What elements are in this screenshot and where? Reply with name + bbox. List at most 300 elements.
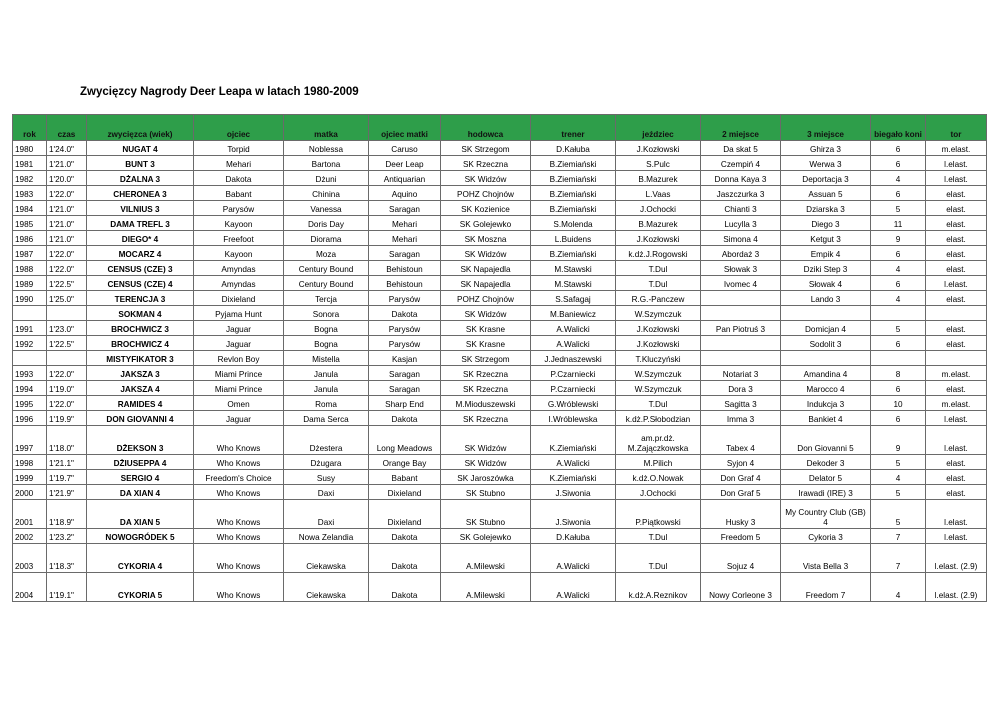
- cell-trener: J.Siwonia: [531, 500, 616, 529]
- cell-zwyciezca: SOKMAN 4: [87, 306, 194, 321]
- cell-tor: m.elast.: [926, 141, 987, 156]
- cell-2-miejsce: [701, 291, 781, 306]
- cell-zwyciezca: MISTYFIKATOR 3: [87, 351, 194, 366]
- cell-czas: 1'21.0": [47, 201, 87, 216]
- cell-3-miejsce: Freedom 7: [781, 573, 871, 602]
- cell-ojciec: Pyjama Hunt: [194, 306, 284, 321]
- table-row: [13, 573, 987, 602]
- cell-czas: 1'23.0": [47, 321, 87, 336]
- cell-biegalo-koni: 7: [871, 529, 926, 544]
- table-row: [13, 201, 987, 216]
- table-row: [13, 156, 987, 171]
- header-jezdziec: jeździec: [616, 115, 701, 141]
- cell-czas: 1'22.0": [47, 396, 87, 411]
- cell-matka: Ciekawska: [284, 573, 369, 602]
- cell-3-miejsce: Ghirza 3: [781, 141, 871, 156]
- cell-rok: 1981: [13, 156, 47, 171]
- cell-rok: 1993: [13, 366, 47, 381]
- cell-3-miejsce: [781, 306, 871, 321]
- cell-tor: l.elast.: [926, 276, 987, 291]
- cell-ojciec: Dakota: [194, 171, 284, 186]
- cell-zwyciezca: MOCARZ 4: [87, 246, 194, 261]
- cell-hodowca: SK Widzów: [441, 306, 531, 321]
- cell-matka: Ciekawska: [284, 544, 369, 573]
- cell-3-miejsce: Dekoder 3: [781, 455, 871, 470]
- cell-rok: 2004: [13, 573, 47, 602]
- cell-matka: Noblessa: [284, 141, 369, 156]
- cell-zwyciezca: DAMA TREFL 3: [87, 216, 194, 231]
- cell-matka: Dżestera: [284, 426, 369, 455]
- cell-matka: Roma: [284, 396, 369, 411]
- cell-matka: Tercja: [284, 291, 369, 306]
- cell-trener: M.Stawski: [531, 261, 616, 276]
- cell-zwyciezca: CENSUS (CZE) 3: [87, 261, 194, 276]
- cell-ojciec-matki: Parysów: [369, 321, 441, 336]
- cell-jezdziec: T.Dul: [616, 544, 701, 573]
- cell-matka: Daxi: [284, 485, 369, 500]
- cell-biegalo-koni: 4: [871, 171, 926, 186]
- cell-jezdziec: R.G.-Panczew: [616, 291, 701, 306]
- cell-jezdziec: J.Ochocki: [616, 485, 701, 500]
- cell-tor: elast.: [926, 291, 987, 306]
- header-2-miejsce: 2 miejsce: [701, 115, 781, 141]
- cell-czas: 1'18.3": [47, 544, 87, 573]
- cell-biegalo-koni: 4: [871, 573, 926, 602]
- cell-czas: 1'21.0": [47, 156, 87, 171]
- cell-zwyciezca: VILNIUS 3: [87, 201, 194, 216]
- cell-biegalo-koni: 6: [871, 246, 926, 261]
- cell-biegalo-koni: 4: [871, 261, 926, 276]
- cell-ojciec-matki: Behistoun: [369, 261, 441, 276]
- cell-2-miejsce: Sojuz 4: [701, 544, 781, 573]
- cell-3-miejsce: Don Giovanni 5: [781, 426, 871, 455]
- cell-ojciec: Omen: [194, 396, 284, 411]
- cell-zwyciezca: BROCHWICZ 3: [87, 321, 194, 336]
- cell-biegalo-koni: 9: [871, 426, 926, 455]
- table-row: [13, 336, 987, 351]
- table-row: [13, 500, 987, 529]
- cell-biegalo-koni: [871, 351, 926, 366]
- cell-2-miejsce: Chianti 3: [701, 201, 781, 216]
- cell-czas: 1'21.1": [47, 455, 87, 470]
- table-row: [13, 171, 987, 186]
- cell-jezdziec: W.Szymczuk: [616, 381, 701, 396]
- cell-hodowca: SK Strzegom: [441, 141, 531, 156]
- cell-tor: l.elast.: [926, 500, 987, 529]
- cell-tor: elast.: [926, 485, 987, 500]
- cell-ojciec-matki: Saragan: [369, 201, 441, 216]
- cell-tor: elast.: [926, 261, 987, 276]
- cell-ojciec: Revlon Boy: [194, 351, 284, 366]
- cell-jezdziec: k.dż.O.Nowak: [616, 470, 701, 485]
- cell-trener: S.Safagaj: [531, 291, 616, 306]
- cell-ojciec-matki: Dakota: [369, 544, 441, 573]
- cell-trener: A.Walicki: [531, 455, 616, 470]
- cell-ojciec-matki: Sharp End: [369, 396, 441, 411]
- cell-czas: 1'22.0": [47, 246, 87, 261]
- header-czas: czas: [47, 115, 87, 141]
- cell-biegalo-koni: 11: [871, 216, 926, 231]
- cell-hodowca: POHZ Chojnów: [441, 291, 531, 306]
- cell-ojciec-matki: Deer Leap: [369, 156, 441, 171]
- cell-trener: B.Ziemiański: [531, 186, 616, 201]
- cell-3-miejsce: Amandina 4: [781, 366, 871, 381]
- cell-rok: 1999: [13, 470, 47, 485]
- cell-biegalo-koni: 4: [871, 470, 926, 485]
- cell-3-miejsce: Cykoria 3: [781, 529, 871, 544]
- cell-czas: 1'19.1": [47, 573, 87, 602]
- cell-biegalo-koni: 5: [871, 455, 926, 470]
- cell-czas: 1'25.0": [47, 291, 87, 306]
- cell-hodowca: SK Golejewko: [441, 216, 531, 231]
- cell-rok: 1980: [13, 141, 47, 156]
- cell-ojciec: Kayoon: [194, 216, 284, 231]
- cell-ojciec: Dixieland: [194, 291, 284, 306]
- cell-jezdziec: B.Mazurek: [616, 216, 701, 231]
- cell-ojciec: Jaguar: [194, 411, 284, 426]
- cell-ojciec-matki: Saragan: [369, 246, 441, 261]
- cell-biegalo-koni: 5: [871, 500, 926, 529]
- cell-trener: B.Ziemiański: [531, 156, 616, 171]
- cell-trener: A.Walicki: [531, 544, 616, 573]
- cell-hodowca: SK Widzów: [441, 171, 531, 186]
- cell-ojciec: Who Knows: [194, 426, 284, 455]
- cell-tor: [926, 351, 987, 366]
- cell-ojciec: Who Knows: [194, 573, 284, 602]
- cell-ojciec: Amyndas: [194, 261, 284, 276]
- cell-rok: 1990: [13, 291, 47, 306]
- cell-tor: elast.: [926, 216, 987, 231]
- cell-jezdziec: P.Piątkowski: [616, 500, 701, 529]
- cell-2-miejsce: Simona 4: [701, 231, 781, 246]
- cell-hodowca: SK Widzów: [441, 246, 531, 261]
- table-row: [13, 306, 987, 321]
- cell-rok: 1992: [13, 336, 47, 351]
- cell-biegalo-koni: 6: [871, 141, 926, 156]
- cell-czas: [47, 351, 87, 366]
- cell-ojciec-matki: Long Meadows: [369, 426, 441, 455]
- cell-trener: A.Walicki: [531, 321, 616, 336]
- cell-ojciec: Torpid: [194, 141, 284, 156]
- cell-tor: elast.: [926, 455, 987, 470]
- cell-2-miejsce: Syjon 4: [701, 455, 781, 470]
- cell-ojciec-matki: Saragan: [369, 366, 441, 381]
- cell-czas: [47, 306, 87, 321]
- cell-2-miejsce: Freedom 5: [701, 529, 781, 544]
- cell-zwyciezca: CHERONEA 3: [87, 186, 194, 201]
- cell-tor: l.elast.: [926, 171, 987, 186]
- cell-ojciec: Miami Prince: [194, 366, 284, 381]
- cell-tor: l.elast. (2.9): [926, 544, 987, 573]
- cell-jezdziec: T.Kluczyński: [616, 351, 701, 366]
- cell-trener: B.Ziemiański: [531, 201, 616, 216]
- cell-hodowca: SK Krasne: [441, 321, 531, 336]
- table-row: [13, 470, 987, 485]
- cell-trener: S.Molenda: [531, 216, 616, 231]
- cell-trener: I.Wróblewska: [531, 411, 616, 426]
- cell-2-miejsce: Husky 3: [701, 500, 781, 529]
- cell-rok: 2003: [13, 544, 47, 573]
- cell-zwyciezca: JAKSZA 4: [87, 381, 194, 396]
- cell-jezdziec: W.Szymczuk: [616, 366, 701, 381]
- cell-zwyciezca: RAMIDES 4: [87, 396, 194, 411]
- cell-matka: Sonora: [284, 306, 369, 321]
- cell-ojciec: Who Knows: [194, 529, 284, 544]
- cell-2-miejsce: Czempiń 4: [701, 156, 781, 171]
- cell-jezdziec: T.Dul: [616, 261, 701, 276]
- cell-zwyciezca: SERGIO 4: [87, 470, 194, 485]
- cell-jezdziec: B.Mazurek: [616, 171, 701, 186]
- cell-trener: J.Siwonia: [531, 485, 616, 500]
- cell-matka: Dżugara: [284, 455, 369, 470]
- cell-ojciec-matki: Mehari: [369, 216, 441, 231]
- cell-tor: l.elast.: [926, 411, 987, 426]
- cell-czas: 1'21.0": [47, 216, 87, 231]
- cell-biegalo-koni: 6: [871, 381, 926, 396]
- cell-trener: J.Jednaszewski: [531, 351, 616, 366]
- cell-biegalo-koni: 6: [871, 156, 926, 171]
- cell-rok: 1989: [13, 276, 47, 291]
- table-row: [13, 485, 987, 500]
- table-row: [13, 291, 987, 306]
- header-tor: tor: [926, 115, 987, 141]
- cell-hodowca: SK Golejewko: [441, 529, 531, 544]
- header-biegalo-koni: biegało koni: [871, 115, 926, 141]
- cell-rok: 1985: [13, 216, 47, 231]
- cell-matka: Bartona: [284, 156, 369, 171]
- cell-3-miejsce: Empik 4: [781, 246, 871, 261]
- cell-trener: D.Kałuba: [531, 529, 616, 544]
- cell-czas: 1'22.0": [47, 261, 87, 276]
- cell-hodowca: SK Widzów: [441, 455, 531, 470]
- cell-ojciec-matki: Parysów: [369, 291, 441, 306]
- cell-rok: 1987: [13, 246, 47, 261]
- cell-2-miejsce: [701, 306, 781, 321]
- cell-czas: 1'24.0": [47, 141, 87, 156]
- page-title: Zwycięzcy Nagrody Deer Leapa w latach 1980-2009: [80, 86, 359, 98]
- cell-ojciec-matki: Kasjan: [369, 351, 441, 366]
- cell-ojciec: Who Knows: [194, 500, 284, 529]
- cell-zwyciezca: DŻIUSEPPA 4: [87, 455, 194, 470]
- cell-rok: 1984: [13, 201, 47, 216]
- cell-trener: A.Walicki: [531, 573, 616, 602]
- cell-matka: Janula: [284, 381, 369, 396]
- header-3-miejsce: 3 miejsce: [781, 115, 871, 141]
- cell-ojciec-matki: Mehari: [369, 231, 441, 246]
- cell-jezdziec: k.dż.P.Słobodzian: [616, 411, 701, 426]
- cell-2-miejsce: Jaszczurka 3: [701, 186, 781, 201]
- header-matka: matka: [284, 115, 369, 141]
- cell-3-miejsce: Sodolit 3: [781, 336, 871, 351]
- cell-trener: L.Buidens: [531, 231, 616, 246]
- cell-czas: 1'18.0": [47, 426, 87, 455]
- header-zwyciezca: zwycięzca (wiek): [87, 115, 194, 141]
- cell-biegalo-koni: 9: [871, 231, 926, 246]
- cell-rok: 2002: [13, 529, 47, 544]
- cell-2-miejsce: [701, 351, 781, 366]
- cell-trener: B.Ziemiański: [531, 171, 616, 186]
- cell-rok: 1986: [13, 231, 47, 246]
- cell-tor: elast.: [926, 336, 987, 351]
- cell-tor: l.elast. (2.9): [926, 573, 987, 602]
- cell-rok: 1997: [13, 426, 47, 455]
- table-row: [13, 426, 987, 455]
- cell-matka: Janula: [284, 366, 369, 381]
- table-row: [13, 381, 987, 396]
- cell-hodowca: SK Jaroszówka: [441, 470, 531, 485]
- cell-zwyciezca: NOWOGRÓDEK 5: [87, 529, 194, 544]
- table-header-row: [13, 115, 987, 141]
- cell-2-miejsce: Pan Piotruś 3: [701, 321, 781, 336]
- cell-2-miejsce: [701, 336, 781, 351]
- table-row: [13, 261, 987, 276]
- cell-zwyciezca: DA XIAN 4: [87, 485, 194, 500]
- cell-ojciec: Kayoon: [194, 246, 284, 261]
- cell-czas: 1'21.9": [47, 485, 87, 500]
- cell-biegalo-koni: 6: [871, 336, 926, 351]
- cell-matka: Chinina: [284, 186, 369, 201]
- cell-hodowca: SK Stubno: [441, 485, 531, 500]
- cell-ojciec-matki: Saragan: [369, 381, 441, 396]
- cell-trener: P.Czarniecki: [531, 381, 616, 396]
- table-row: [13, 455, 987, 470]
- cell-matka: Doris Day: [284, 216, 369, 231]
- cell-czas: 1'22.5": [47, 276, 87, 291]
- header-hodowca: hodowca: [441, 115, 531, 141]
- cell-tor: elast.: [926, 470, 987, 485]
- cell-jezdziec: k.dż.J.Rogowski: [616, 246, 701, 261]
- cell-ojciec-matki: Babant: [369, 470, 441, 485]
- cell-tor: m.elast.: [926, 366, 987, 381]
- cell-trener: A.Walicki: [531, 336, 616, 351]
- cell-ojciec-matki: Parysów: [369, 336, 441, 351]
- cell-matka: Dżuni: [284, 171, 369, 186]
- cell-ojciec: Who Knows: [194, 455, 284, 470]
- cell-zwyciezca: DA XIAN 5: [87, 500, 194, 529]
- cell-biegalo-koni: 6: [871, 411, 926, 426]
- cell-2-miejsce: Notariat 3: [701, 366, 781, 381]
- cell-matka: Susy: [284, 470, 369, 485]
- cell-matka: Vanessa: [284, 201, 369, 216]
- cell-hodowca: SK Rzeczna: [441, 156, 531, 171]
- cell-zwyciezca: NUGAT 4: [87, 141, 194, 156]
- cell-2-miejsce: Słowak 3: [701, 261, 781, 276]
- cell-tor: elast.: [926, 186, 987, 201]
- header-ojciec: ojciec: [194, 115, 284, 141]
- cell-czas: 1'23.2": [47, 529, 87, 544]
- cell-hodowca: M.Mioduszewski: [441, 396, 531, 411]
- cell-czas: 1'22.5": [47, 336, 87, 351]
- cell-jezdziec: J.Ochocki: [616, 201, 701, 216]
- cell-2-miejsce: Donna Kaya 3: [701, 171, 781, 186]
- cell-3-miejsce: Ketgut 3: [781, 231, 871, 246]
- cell-jezdziec: k.dż.A.Reznikov: [616, 573, 701, 602]
- table-row: [13, 216, 987, 231]
- cell-hodowca: SK Rzeczna: [441, 411, 531, 426]
- cell-3-miejsce: Indukcja 3: [781, 396, 871, 411]
- cell-matka: Mistella: [284, 351, 369, 366]
- cell-tor: elast.: [926, 381, 987, 396]
- cell-hodowca: SK Strzegom: [441, 351, 531, 366]
- cell-ojciec-matki: Dixieland: [369, 500, 441, 529]
- cell-czas: 1'18.9": [47, 500, 87, 529]
- cell-hodowca: SK Napajedla: [441, 261, 531, 276]
- table-row: [13, 141, 987, 156]
- cell-hodowca: SK Krasne: [441, 336, 531, 351]
- cell-hodowca: SK Rzeczna: [441, 366, 531, 381]
- cell-rok: 1983: [13, 186, 47, 201]
- cell-czas: 1'19.0": [47, 381, 87, 396]
- cell-jezdziec: S.Pulc: [616, 156, 701, 171]
- table-row: [13, 351, 987, 366]
- cell-3-miejsce: Diego 3: [781, 216, 871, 231]
- cell-ojciec: Amyndas: [194, 276, 284, 291]
- cell-rok: 1994: [13, 381, 47, 396]
- cell-tor: l.elast.: [926, 426, 987, 455]
- cell-matka: Bogna: [284, 321, 369, 336]
- cell-czas: 1'22.0": [47, 186, 87, 201]
- cell-rok: [13, 351, 47, 366]
- table-row: [13, 186, 987, 201]
- cell-ojciec-matki: Dakota: [369, 529, 441, 544]
- cell-biegalo-koni: 8: [871, 366, 926, 381]
- cell-ojciec-matki: Behistoun: [369, 276, 441, 291]
- cell-hodowca: SK Widzów: [441, 426, 531, 455]
- cell-3-miejsce: Lando 3: [781, 291, 871, 306]
- cell-ojciec-matki: Orange Bay: [369, 455, 441, 470]
- cell-3-miejsce: Assuan 5: [781, 186, 871, 201]
- cell-trener: G.Wróblewski: [531, 396, 616, 411]
- cell-trener: P.Czarniecki: [531, 366, 616, 381]
- cell-biegalo-koni: 5: [871, 321, 926, 336]
- table-row: [13, 544, 987, 573]
- cell-hodowca: A.Milewski: [441, 573, 531, 602]
- cell-ojciec: Who Knows: [194, 485, 284, 500]
- cell-hodowca: A.Milewski: [441, 544, 531, 573]
- cell-3-miejsce: My Country Club (GB) 4: [781, 500, 871, 529]
- cell-jezdziec: am.pr.dż. M.Zajączkowska: [616, 426, 701, 455]
- cell-3-miejsce: Dziki Step 3: [781, 261, 871, 276]
- cell-ojciec-matki: Dakota: [369, 306, 441, 321]
- cell-2-miejsce: Ivomec 4: [701, 276, 781, 291]
- cell-2-miejsce: Imma 3: [701, 411, 781, 426]
- cell-biegalo-koni: 5: [871, 485, 926, 500]
- header-trener: trener: [531, 115, 616, 141]
- cell-jezdziec: J.Kozłowski: [616, 336, 701, 351]
- cell-matka: Diorama: [284, 231, 369, 246]
- cell-3-miejsce: Słowak 4: [781, 276, 871, 291]
- cell-rok: 1991: [13, 321, 47, 336]
- cell-hodowca: POHZ Chojnów: [441, 186, 531, 201]
- cell-rok: [13, 306, 47, 321]
- cell-rok: 2000: [13, 485, 47, 500]
- cell-rok: 1982: [13, 171, 47, 186]
- cell-trener: K.Ziemiański: [531, 426, 616, 455]
- cell-trener: B.Ziemiański: [531, 246, 616, 261]
- cell-hodowca: SK Moszna: [441, 231, 531, 246]
- cell-rok: 1998: [13, 455, 47, 470]
- cell-hodowca: SK Rzeczna: [441, 381, 531, 396]
- cell-3-miejsce: Bankiet 4: [781, 411, 871, 426]
- cell-rok: 1995: [13, 396, 47, 411]
- cell-3-miejsce: Dziarska 3: [781, 201, 871, 216]
- cell-zwyciezca: CENSUS (CZE) 4: [87, 276, 194, 291]
- cell-czas: 1'19.7": [47, 470, 87, 485]
- cell-2-miejsce: Lucylla 3: [701, 216, 781, 231]
- cell-3-miejsce: Werwa 3: [781, 156, 871, 171]
- table-row: [13, 231, 987, 246]
- cell-matka: Century Bound: [284, 261, 369, 276]
